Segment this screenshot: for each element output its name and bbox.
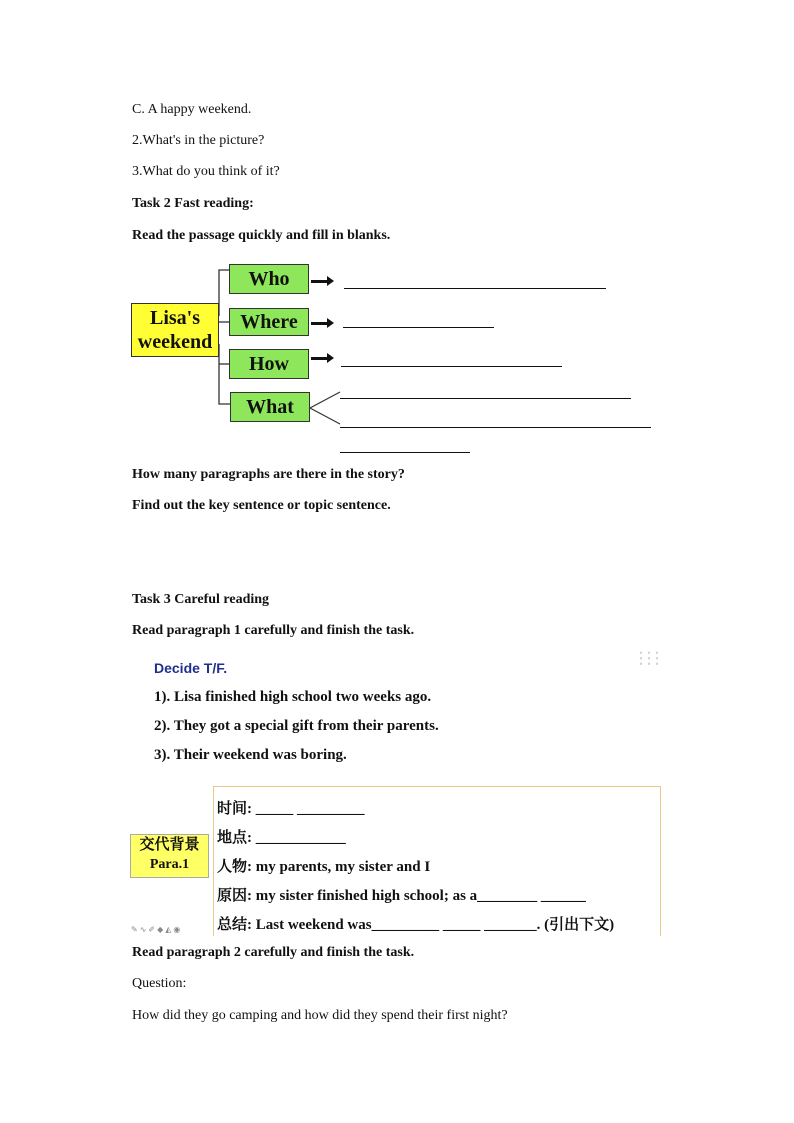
question-2: 2.What's in the picture? <box>132 133 265 148</box>
info-reason: 原因: my sister finished high school; as a________ ______ <box>217 888 586 904</box>
mind-map-connectors <box>0 0 794 470</box>
decide-item-2: 2). They got a special gift from their parents. <box>154 718 439 734</box>
background-label <box>130 834 209 878</box>
branch-how: How <box>229 349 309 379</box>
blank-what-1 <box>340 398 631 399</box>
find-key-sentence: Find out the key sentence or topic sentence. <box>132 498 391 513</box>
slide-toolbar[interactable] <box>131 925 182 934</box>
decide-title: Decide T/F. <box>154 660 228 676</box>
blank-how <box>341 366 562 367</box>
task3-heading: Task 3 Careful reading <box>132 592 270 607</box>
center-line-1: Lisa's <box>149 307 201 329</box>
info-people: 人物: my parents, my sister and I <box>217 859 431 875</box>
question-label: Question: <box>132 976 187 991</box>
blank-who <box>344 288 606 289</box>
decide-item-3: 3). Their weekend was boring. <box>154 747 347 763</box>
arrow-where-icon <box>311 322 328 325</box>
question-text: How did they go camping and how did they spend their first night? <box>132 1008 508 1023</box>
blank-what-3 <box>340 452 470 453</box>
color-icon[interactable]: ◭ <box>165 925 174 934</box>
highlighter-icon[interactable]: ✐ <box>148 925 158 934</box>
drag-handle-icon <box>637 650 661 666</box>
info-place: 地点: ____________ <box>217 830 346 846</box>
branch-where: Where <box>229 308 309 336</box>
pencil-icon[interactable]: ✎ <box>131 925 140 934</box>
read-paragraph-1: Read paragraph 1 carefully and finish the task. <box>132 623 415 638</box>
how-many-paragraphs: How many paragraphs are there in the story? <box>132 467 405 482</box>
branch-what: What <box>230 392 310 422</box>
task2-heading: Task 2 Fast reading: <box>132 196 254 211</box>
arrow-how-icon <box>311 357 328 360</box>
read-paragraph-2: Read paragraph 2 carefully and finish the task. <box>132 945 415 960</box>
arrow-who-icon <box>311 280 328 283</box>
eraser-icon[interactable]: ∿ <box>139 925 149 934</box>
background-label-para: Para.1 <box>149 857 190 872</box>
task2-instruction: Read the passage quickly and fill in blanks. <box>132 228 391 243</box>
info-time: 时间: _____ _________ <box>217 801 365 817</box>
shape-icon[interactable]: ◆ <box>157 925 166 934</box>
info-summary: 总结: Last weekend was_________ _____ _______. (引出下文) <box>217 917 615 933</box>
option-c: C. A happy weekend. <box>132 102 252 117</box>
blank-where <box>343 327 494 328</box>
background-label-cn: 交代背景 <box>139 837 200 853</box>
center-line-2: weekend <box>137 331 213 353</box>
mind-map-center <box>131 303 219 357</box>
target-icon[interactable]: ◉ <box>173 925 183 934</box>
question-3: 3.What do you think of it? <box>132 164 280 179</box>
branch-who: Who <box>229 264 309 294</box>
blank-what-2 <box>340 427 651 428</box>
decide-item-1: 1). Lisa finished high school two weeks ago. <box>154 689 432 705</box>
